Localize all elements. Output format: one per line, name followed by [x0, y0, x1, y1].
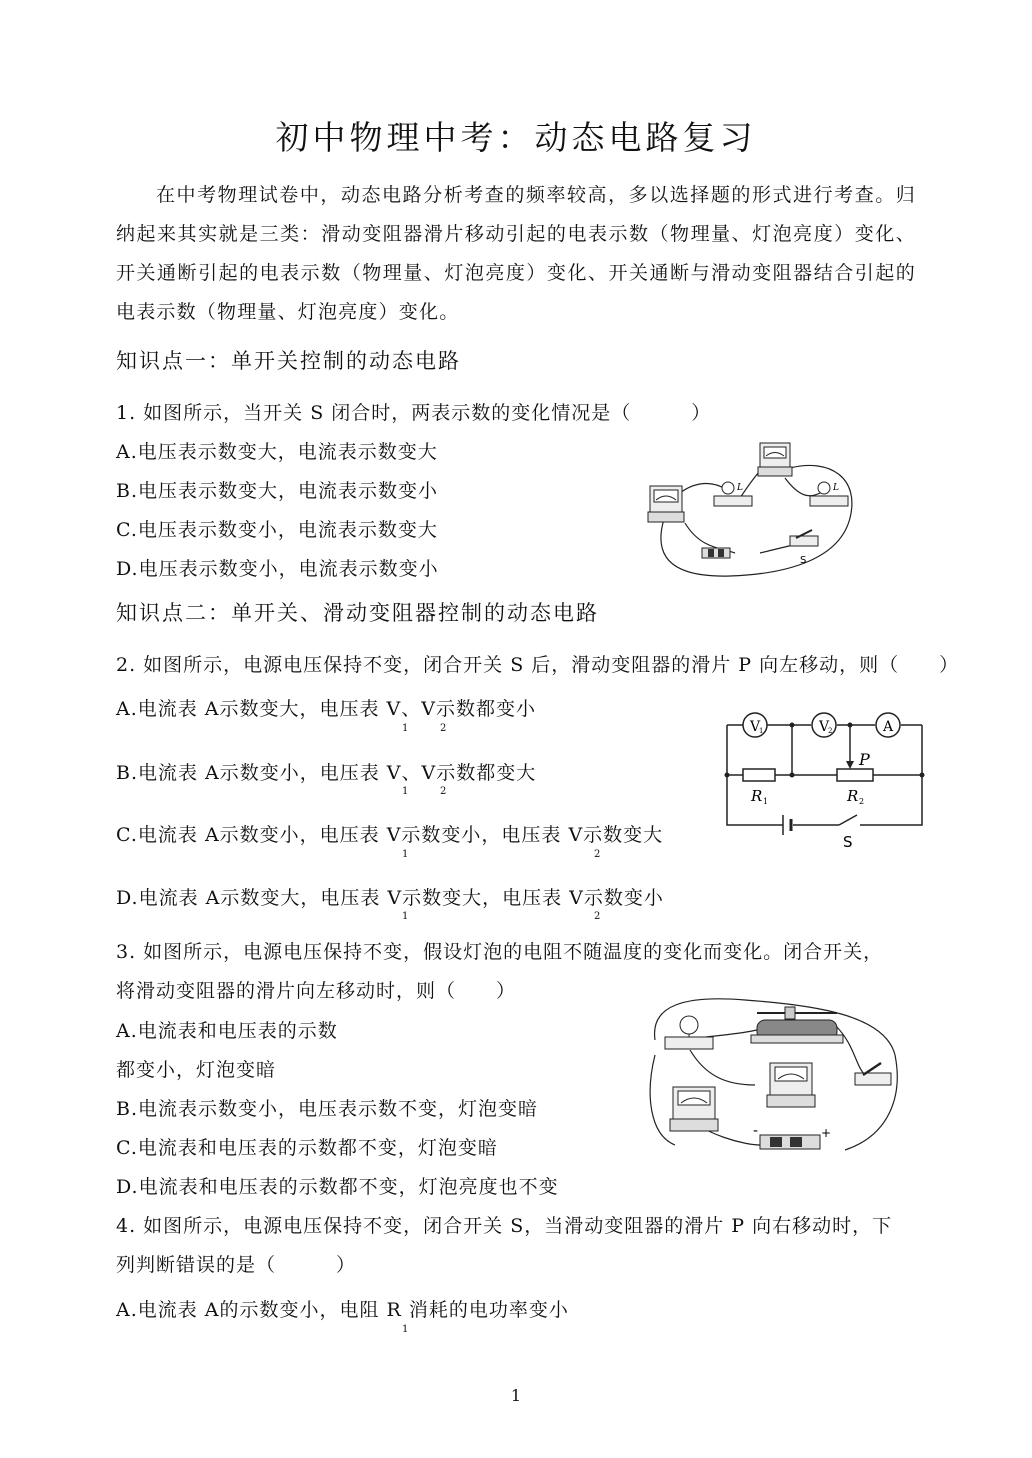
q2-c-sub-2: 2 [594, 849, 601, 860]
q3-battery-plus: + [821, 1126, 832, 1140]
q2-resistor-r1 [743, 769, 775, 781]
question-4-option-a: A.电流表 A的示数变小，电阻 R 消耗的电功率变小 [116, 1299, 569, 1321]
q1-battery [702, 548, 730, 558]
q3-battery [753, 1123, 831, 1149]
q2-r1-subscript: 1 [763, 797, 769, 806]
question-3-stem-line-2: 将滑动变阻器的滑片向左移动时，则（ ） [116, 980, 517, 1002]
q2-ammeter-a [876, 713, 900, 737]
svg-text:V: V [750, 719, 761, 735]
intro-paragraph: 在中考物理试卷中，动态电路分析考查的频率较高，多以选择题的形式进行考查。归纳起来其实就是三类：滑动变阻器滑片移动引起的电表示数（物理量、灯泡亮度）变化、开关通断引起的电表示数（物理量、灯泡亮度）变化、开关通断与滑动变阻器结合引起的电表示数（物理量、灯泡亮度）变化。 [116, 184, 916, 323]
question-4-stem-line-1: 4. 如图所示，电源电压保持不变，闭合开关 S，当滑动变阻器的滑片 P 向右移动时，下 [116, 1215, 893, 1237]
q2-b-sub-1: 1 [402, 786, 409, 797]
question-2-option-c: C.电流表 A示数变小，电压表 V示数变小，电压表 V示数变大 [116, 824, 664, 846]
question-2-option-a: A.电流表 A示数变大，电压表 V、V示数都变小 [116, 698, 537, 720]
q3-wire-c [835, 1025, 865, 1075]
q1-switch [790, 530, 818, 566]
question-3-stem-line-1: 3. 如图所示，电源电压保持不变，假设灯泡的电阻不随温度的变化而变化。闭合开关， [116, 941, 884, 963]
q2-r2-label: R [847, 787, 859, 805]
q2-d-sub-1: 1 [402, 911, 409, 922]
q2-r2-subscript: 2 [859, 797, 865, 806]
q2-d-sub-2: 2 [594, 911, 601, 922]
question-1-option-c: C.电压表示数变小，电流表示数变大 [116, 519, 438, 541]
q2-node-3 [920, 773, 925, 778]
q3-switch [855, 1063, 891, 1085]
question-1-option-d: D.电压表示数变小，电流表示数变小 [116, 558, 439, 580]
question-2-option-d: D.电流表 A示数变大，电压表 V示数变大，电压表 V示数变小 [116, 887, 664, 909]
page-number: 1 [510, 1386, 522, 1405]
q2-switch-label: S [843, 833, 853, 851]
question-3-option-a-line-1: A.电流表和电压表的示数 [116, 1020, 338, 1042]
page-title: 初中物理中考：动态电路复习 [275, 118, 757, 157]
q2-a-sub-2: 2 [440, 723, 447, 734]
question-1-option-b: B.电压表示数变大，电流表示数变小 [116, 480, 439, 502]
q2-node-1 [725, 773, 730, 778]
q1-bulb-2 [810, 482, 848, 506]
q2-node-5 [790, 723, 795, 728]
q3-bulb [665, 1016, 713, 1049]
question-1-option-a: A.电压表示数变大，电流表示数变大 [116, 441, 438, 463]
question-1-stem: 1. 如图所示，当开关 S 闭合时，两表示数的变化情况是（ ） [116, 402, 712, 424]
svg-text:2: 2 [828, 727, 833, 735]
q2-voltmeter-v1 [743, 713, 767, 737]
question-2-circuit-diagram [715, 705, 930, 855]
q1-switch-label: S [800, 555, 807, 566]
question-1-circuit-figure [640, 438, 860, 583]
q2-slider-arrow [846, 761, 854, 769]
q2-b-sub-2: 2 [440, 786, 447, 797]
question-2-option-b: B.电流表 A示数变小，电压表 V、V示数都变大 [116, 762, 537, 784]
section-heading-1: 知识点一：单开关控制的动态电路 [116, 349, 461, 373]
q1-wire-c [785, 478, 820, 496]
question-3-option-c: C.电流表和电压表的示数都不变，灯泡变暗 [116, 1137, 498, 1159]
question-3-circuit-figure [645, 995, 910, 1160]
q2-a-sub-1: 1 [402, 723, 409, 734]
q2-r1-label: R [751, 787, 763, 805]
q2-resistor-r2 [837, 769, 873, 781]
q2-switch-lever [839, 815, 857, 825]
q3-voltmeter [767, 1063, 815, 1107]
q1-bulb-2-label: L [833, 483, 839, 493]
q2-voltmeter-v2 [812, 713, 836, 737]
q1-ammeter [758, 443, 792, 476]
section-heading-2: 知识点二：单开关、滑动变阻器控制的动态电路 [116, 601, 599, 625]
q2-c-sub-1: 1 [402, 849, 409, 860]
q2-node-4 [848, 723, 853, 728]
q3-wire-b [690, 1050, 755, 1085]
q3-rheostat [751, 1007, 843, 1043]
q1-voltmeter [648, 486, 684, 522]
question-3-option-d: D.电流表和电压表的示数都不变，灯泡亮度也不变 [116, 1176, 559, 1198]
q3-battery-minus: - [753, 1123, 759, 1139]
svg-text:V: V [819, 719, 830, 735]
question-3-option-a-line-2: 都变小，灯泡变暗 [116, 1059, 277, 1081]
q1-bulb-1-label: L [737, 483, 743, 493]
svg-text:1: 1 [759, 727, 764, 735]
svg-text:A: A [883, 719, 894, 735]
question-3-option-b: B.电流表示数变小，电压表示数不变，灯泡变暗 [116, 1098, 539, 1120]
question-2-stem: 2. 如图所示，电源电压保持不变，闭合开关 S 后，滑动变阻器的滑片 P 向左移动，则（ ） [116, 654, 960, 676]
q2-node-2 [790, 773, 795, 778]
q4-a-sub-1: 1 [402, 1324, 409, 1335]
q2-slider-label: P [859, 750, 870, 769]
q3-ammeter [670, 1087, 718, 1131]
question-4-stem-line-2: 列判断错误的是（ ） [116, 1254, 357, 1276]
